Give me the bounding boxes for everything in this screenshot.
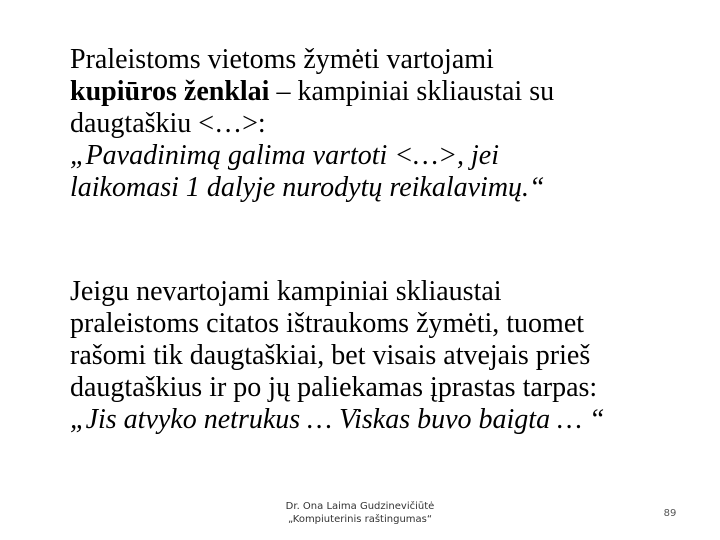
course-title: „Kompiuterinis raštingumas“ (287, 514, 433, 525)
bold-term: kupiūros ženklai (70, 76, 270, 107)
author-name: Dr. Ona Laima Gudzinevičiūtė (285, 501, 435, 512)
paragraph1-line1: Praleistoms vietoms žymėti vartojami (70, 44, 494, 75)
paragraph-plain-ellipsis (70, 276, 668, 436)
footer-author (240, 500, 480, 526)
paragraph2-line4: daugtaškius ir po jų paliekamas įprastas tarpas: (70, 372, 598, 403)
example-quote-2: „Jis atvyko netrukus … Viskas buvo baigta … “ (70, 404, 605, 435)
example-quote-line1: „Pavadinimą galima vartoti <…>, jei (70, 140, 499, 171)
page-number: 89 (663, 508, 677, 519)
paragraph2-line3: rašomi tik daugtaškiai, bet visais atvejais prieš (70, 340, 591, 371)
paragraph2-line2: praleistoms citatos ištraukoms žymėti, tuomet (70, 308, 585, 339)
paragraph1-line2 (70, 76, 668, 108)
paragraph-ellipsis-brackets (70, 44, 668, 204)
paragraph1-line2-rest: – kampiniai skliaustai su (269, 76, 555, 107)
paragraph2-line1: Jeigu nevartojami kampiniai skliaustai (70, 276, 502, 307)
example-quote-line2: laikomasi 1 dalyje nurodytų reikalavimų.“ (70, 172, 545, 203)
paragraph1-line3: daugtaškiu <…>: (70, 108, 266, 139)
